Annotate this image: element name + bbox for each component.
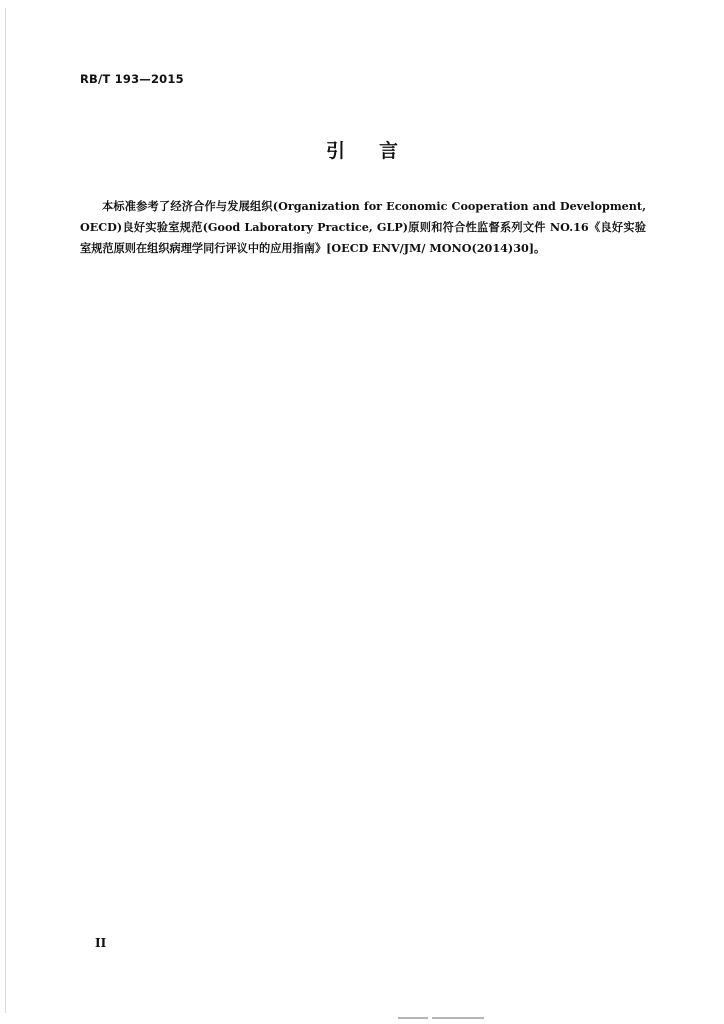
section-title xyxy=(0,136,724,163)
document-code: RB/T 193—2015 xyxy=(80,72,184,86)
footer-rule-right xyxy=(432,1017,484,1019)
footer-rule-left xyxy=(398,1017,428,1019)
section-title-char-2: 言 xyxy=(379,140,399,162)
page-number: II xyxy=(95,936,107,950)
section-title-char-1: 引 xyxy=(325,140,345,162)
introduction-paragraph: 本标准参考了经济合作与发展组织(Organization for Economic Cooperation and Development, OECD)良好实验室规范(Good Laboratory Practice, GLP)原则和符合性监督系列文件 NO.16《良好实验室规范原则在组织病理学同行评议中的应用指南》[OECD ENV/JM/ MONO(2014)30]。 xyxy=(80,199,646,255)
